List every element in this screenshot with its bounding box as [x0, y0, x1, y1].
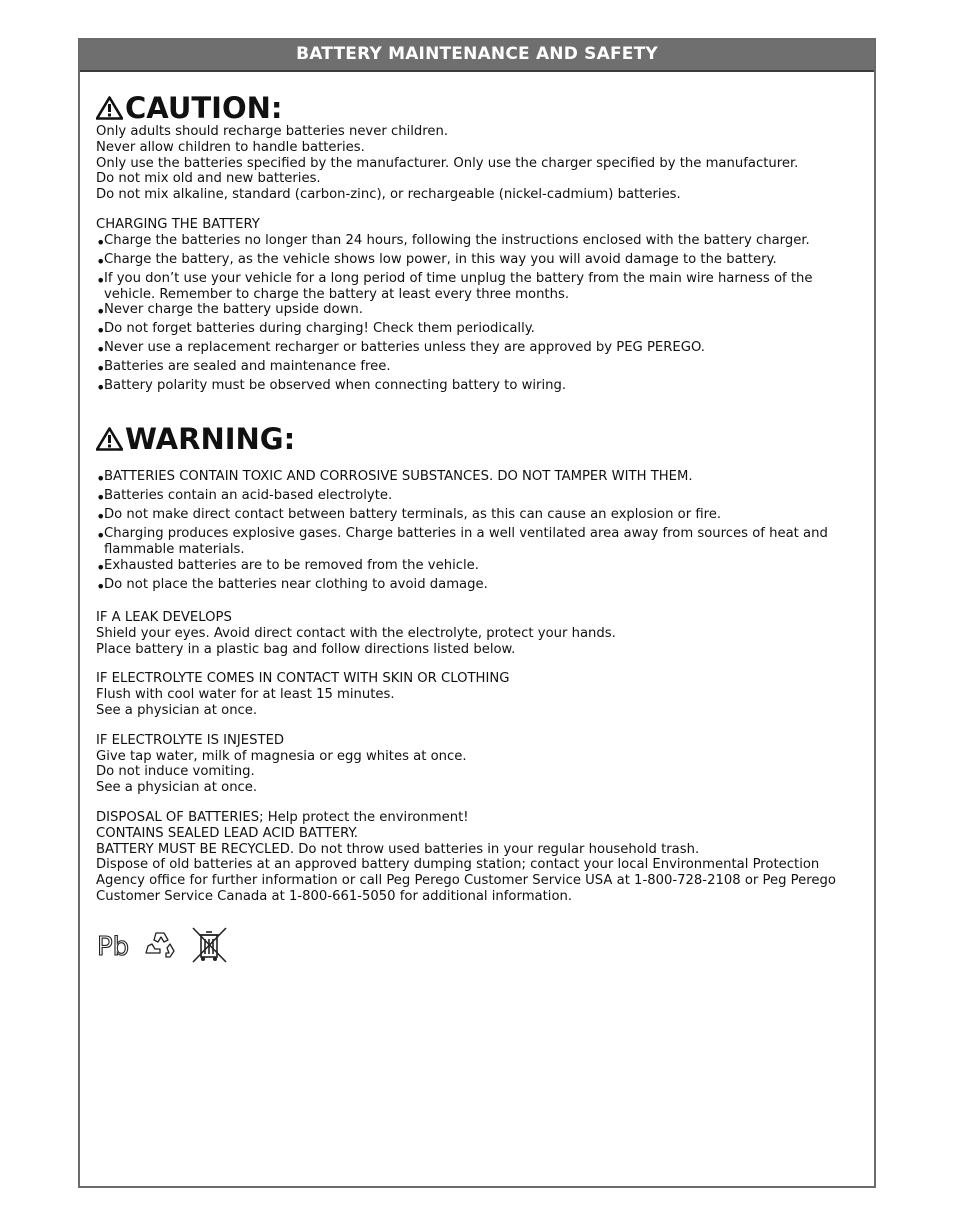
list-item: • Do not make direct contact between battery terminals, as this can cause an explosion or fire. — [96, 507, 722, 527]
list-item: • Never use a replacement recharger or batteries unless they are approved by PEG PEREGO. — [96, 340, 705, 360]
caution-line: Do not mix alkaline, standard (carbon-zinc), or rechargeable (nickel-cadmium) batteries. — [96, 187, 681, 203]
list-item: • Do not forget batteries during charging! Check them periodically. — [96, 321, 535, 341]
list-item: • Charge the battery, as the vehicle shows low power, in this way you will avoid damage to the battery. — [96, 251, 777, 271]
warning-heading — [96, 423, 860, 455]
lead-pb-icon — [96, 931, 130, 959]
ingested-line: Do not induce vomiting. — [96, 764, 255, 780]
caution-line: Never allow children to handle batteries. — [96, 139, 365, 155]
list-item: • Never charge the battery upside down. — [96, 302, 363, 322]
leak-line: Shield your eyes. Avoid direct contact with the electrolyte, protect your hands. — [96, 625, 616, 641]
leak-heading: IF A LEAK DEVELOPS — [96, 609, 232, 625]
list-item: • BATTERIES CONTAIN TOXIC AND CORROSIVE SUBSTANCES. DO NOT TAMPER WITH THEM. — [96, 469, 693, 489]
disposal-line: CONTAINS SEALED LEAD ACID BATTERY. — [96, 825, 358, 841]
disposal-line: BATTERY MUST BE RECYCLED. Do not throw used batteries in your regular household trash. — [96, 841, 700, 857]
skin-contact-line: Flush with cool water for at least 15 minutes. — [96, 687, 395, 703]
warning-title: WARNING: — [125, 422, 296, 457]
crossed-bin-icon — [190, 925, 230, 965]
lead-symbol-text: Pb — [97, 931, 130, 959]
list-item: • Charge the batteries no longer than 24 hours, following the instructions enclosed with the battery charger. — [96, 232, 810, 252]
skin-contact-line: See a physician at once. — [96, 702, 258, 718]
list-item: • Battery polarity must be observed when connecting battery to wiring. — [96, 378, 567, 398]
list-item: • If you don’t use your vehicle for a long period of time unplug the battery from the main wire harness of the vehicle. Remember to charge the battery at least every three months. — [96, 270, 813, 302]
leak-line: Place battery in a plastic bag and follow directions listed below. — [96, 641, 516, 657]
page-title: BATTERY MAINTENANCE AND SAFETY — [80, 40, 874, 72]
content — [96, 92, 860, 965]
list-item: • Charging produces explosive gases. Charge batteries in a well ventilated area away from sources of heat and flammable materials. — [96, 526, 828, 558]
page-frame — [78, 38, 876, 1188]
caution-line: Only adults should recharge batteries never children. — [96, 124, 449, 139]
caution-heading — [96, 92, 860, 124]
skin-contact-heading: IF ELECTROLYTE COMES IN CONTACT WITH SKIN OR CLOTHING — [96, 671, 510, 687]
disposal-paragraph: Dispose of old batteries at an approved battery dumping station; contact your local Environmental Protection Agency office for further information or call Peg Perego Customer Service USA at 1-800-728-2108 or Peg Perego Customer Service Canada at 1-800-661-5050 for additional information. — [96, 857, 836, 904]
caution-line: Only use the batteries specified by the manufacturer. Only use the charger specified by the manufacturer. — [96, 155, 799, 171]
caution-list — [96, 124, 860, 203]
charging-list — [96, 233, 860, 398]
warning-list — [96, 469, 860, 596]
list-item: • Exhausted batteries are to be removed from the vehicle. — [96, 557, 479, 577]
disposal-line: DISPOSAL OF BATTERIES; Help protect the environment! — [96, 809, 469, 825]
ingested-line: Give tap water, milk of magnesia or egg whites at once. — [96, 748, 467, 764]
caution-line: Do not mix old and new batteries. — [96, 171, 321, 187]
recycle-icon — [144, 930, 176, 960]
ingested-heading: IF ELECTROLYTE IS INJESTED — [96, 732, 285, 748]
charging-heading: CHARGING THE BATTERY — [96, 216, 260, 232]
warning-triangle-icon — [96, 96, 123, 120]
list-item: • Batteries are sealed and maintenance free. — [96, 359, 391, 379]
list-item: • Do not place the batteries near clothing to avoid damage. — [96, 576, 488, 596]
warning-triangle-icon — [96, 427, 123, 451]
caution-title: CAUTION: — [125, 91, 283, 125]
disposal-symbols — [96, 925, 860, 965]
list-item: • Batteries contain an acid-based electrolyte. — [96, 488, 393, 508]
ingested-line: See a physician at once. — [96, 780, 258, 796]
